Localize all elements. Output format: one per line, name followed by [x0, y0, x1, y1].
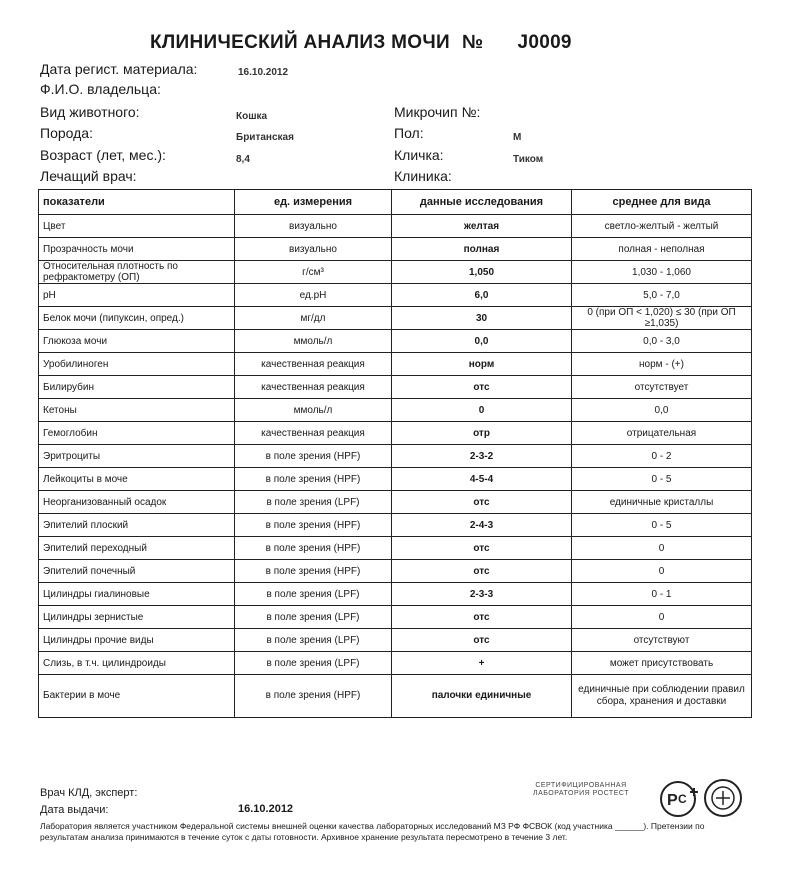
result-cell: 4-5-4	[392, 468, 572, 491]
unit-cell: в поле зрения (LPF)	[235, 491, 392, 514]
chip-label: Микрочип №:	[394, 104, 481, 120]
reference-cell: отрицательная	[572, 422, 752, 445]
table-header-row	[39, 190, 752, 215]
svg-text:C: C	[678, 792, 687, 806]
reference-cell: 0	[572, 606, 752, 629]
result-cell: 2-3-3	[392, 583, 572, 606]
reference-cell: 0 - 5	[572, 468, 752, 491]
table-row	[39, 560, 752, 583]
parameter-cell: Глюкоза мочи	[39, 330, 235, 353]
parameter-cell: Билирубин	[39, 376, 235, 399]
reg-date-value: 16.10.2012	[238, 67, 289, 78]
reference-cell: норм - (+)	[572, 353, 752, 376]
unit-cell: в поле зрения (HPF)	[235, 468, 392, 491]
doctor-label: Лечащий врач:	[40, 168, 137, 184]
table-row	[39, 583, 752, 606]
header-reference: среднее для вида	[572, 190, 752, 215]
clinic-label: Клиника:	[394, 168, 452, 184]
table-row	[39, 238, 752, 261]
nickname-value-wrap	[513, 149, 543, 165]
svg-text:P: P	[667, 792, 678, 809]
reg-date-label: Дата регист. материала:	[40, 61, 198, 77]
table-row	[39, 445, 752, 468]
table-row	[39, 629, 752, 652]
species-value: Кошка	[236, 111, 268, 122]
reg-date-value-wrap	[238, 62, 288, 78]
parameter-cell: pH	[39, 284, 235, 307]
result-cell: отс	[392, 560, 572, 583]
result-cell: 0	[392, 399, 572, 422]
parameter-cell: Бактерии в моче	[39, 675, 235, 718]
rst-logo-icon	[661, 782, 698, 816]
unit-cell: мг/дл	[235, 307, 392, 330]
parameter-cell: Эпителий почечный	[39, 560, 235, 583]
header-parameter: показатели	[39, 190, 235, 215]
unit-cell: в поле зрения (HPF)	[235, 675, 392, 718]
reference-cell: 0 - 2	[572, 445, 752, 468]
unit-cell: в поле зрения (LPF)	[235, 583, 392, 606]
header-result: данные исследования	[392, 190, 572, 215]
breed-value: Британская	[236, 132, 294, 143]
table-row	[39, 606, 752, 629]
parameter-cell: Относительная плотность по рефрактометру (ОП)	[39, 261, 235, 284]
reference-cell: 0	[572, 560, 752, 583]
table-row	[39, 376, 752, 399]
unit-cell: визуально	[235, 215, 392, 238]
certification-seals	[520, 774, 750, 820]
certification-text: СЕРТИФИЦИРОВАННАЯ ЛАБОРАТОРИЯ РОСТЕСТ	[533, 782, 629, 797]
number-sign: №	[461, 32, 484, 53]
age-value: 8,4	[236, 154, 250, 165]
reference-cell: может присутствовать	[572, 652, 752, 675]
table-row	[39, 353, 752, 376]
reg-date-row	[40, 61, 197, 77]
header-unit: ед. измерения	[235, 190, 392, 215]
unit-cell: ммоль/л	[235, 399, 392, 422]
reference-cell: светло-желтый - желтый	[572, 215, 752, 238]
results-table	[38, 189, 752, 718]
reference-cell: 1,030 - 1,060	[572, 261, 752, 284]
lab-disclaimer: Лаборатория является участником Федеральной системы внешней оценки качества лабораторных исследований МЗ РФ ФСВОК (код участника ______). Претензии по результатам анализа принимаются в течение суток с даты готовности. Архивное хранение результата пересмотрено в течение 3 лет.	[40, 821, 705, 842]
age-value-wrap	[236, 149, 250, 165]
result-cell: отс	[392, 629, 572, 652]
table-row	[39, 261, 752, 284]
nickname-value: Тиком	[513, 154, 544, 165]
table-row	[39, 215, 752, 238]
unit-cell: ммоль/л	[235, 330, 392, 353]
analysis-number: J0009	[517, 32, 572, 53]
parameter-cell: Цилиндры гиалиновые	[39, 583, 235, 606]
parameter-cell: Лейкоциты в моче	[39, 468, 235, 491]
result-cell: +	[392, 652, 572, 675]
result-cell: 1,050	[392, 261, 572, 284]
result-cell: 6,0	[392, 284, 572, 307]
sex-value-wrap	[513, 127, 521, 143]
result-cell: отс	[392, 537, 572, 560]
parameter-cell: Уробилиноген	[39, 353, 235, 376]
unit-cell: качественная реакция	[235, 422, 392, 445]
unit-cell: визуально	[235, 238, 392, 261]
unit-cell: в поле зрения (HPF)	[235, 537, 392, 560]
reference-cell: 0,0 - 3,0	[572, 330, 752, 353]
parameter-cell: Эритроциты	[39, 445, 235, 468]
table-row	[39, 675, 752, 718]
document-title	[150, 32, 572, 54]
table-row	[39, 330, 752, 353]
reference-cell: отсутствуют	[572, 629, 752, 652]
result-cell: полная	[392, 238, 572, 261]
issue-date-label: Дата выдачи:	[40, 804, 109, 816]
result-cell: 0,0	[392, 330, 572, 353]
table-row	[39, 422, 752, 445]
unit-cell: в поле зрения (LPF)	[235, 629, 392, 652]
table-row	[39, 514, 752, 537]
species-label: Вид животного:	[40, 104, 140, 120]
unit-cell: в поле зрения (LPF)	[235, 606, 392, 629]
reference-cell: отсутствует	[572, 376, 752, 399]
parameter-cell: Неорганизованный осадок	[39, 491, 235, 514]
parameter-cell: Эпителий плоский	[39, 514, 235, 537]
age-label: Возраст (лет, мес.):	[40, 147, 166, 163]
table-row	[39, 468, 752, 491]
parameter-cell: Белок мочи (пипуксин, опред.)	[39, 307, 235, 330]
seal-graphics	[520, 774, 750, 820]
reference-cell: 0 (при ОП < 1,020) ≤ 30 (при ОП ≥1,035)	[572, 307, 752, 330]
breed-value-wrap	[236, 127, 294, 143]
parameter-cell: Прозрачность мочи	[39, 238, 235, 261]
result-cell: 2-4-3	[392, 514, 572, 537]
sex-value: М	[513, 132, 522, 143]
title-text: КЛИНИЧЕСКИЙ АНАЛИЗ МОЧИ	[150, 32, 450, 53]
expert-label: Врач КЛД, эксперт:	[40, 787, 138, 799]
table-row	[39, 537, 752, 560]
sex-label: Пол:	[394, 125, 424, 141]
breed-label: Порода:	[40, 125, 93, 141]
result-cell: отр	[392, 422, 572, 445]
parameter-cell: Цилиндры прочие виды	[39, 629, 235, 652]
unit-cell: в поле зрения (HPF)	[235, 560, 392, 583]
reference-cell: 0 - 1	[572, 583, 752, 606]
table-row	[39, 652, 752, 675]
reference-cell: 0	[572, 537, 752, 560]
parameter-cell: Цвет	[39, 215, 235, 238]
nickname-label: Кличка:	[394, 147, 444, 163]
reference-cell: полная - неполная	[572, 238, 752, 261]
parameter-cell: Эпителий переходный	[39, 537, 235, 560]
parameter-cell: Кетоны	[39, 399, 235, 422]
issue-date-value: 16.10.2012	[238, 803, 294, 815]
unit-cell: в поле зрения (HPF)	[235, 514, 392, 537]
unit-cell: г/см³	[235, 261, 392, 284]
result-cell: отс	[392, 491, 572, 514]
unit-cell: в поле зрения (HPF)	[235, 445, 392, 468]
unit-cell: ед.pH	[235, 284, 392, 307]
owner-label: Ф.И.О. владельца:	[40, 81, 161, 97]
table-row	[39, 399, 752, 422]
stamp-icon	[705, 780, 741, 816]
result-cell: 30	[392, 307, 572, 330]
table-row	[39, 307, 752, 330]
result-cell: отс	[392, 606, 572, 629]
parameter-cell: Цилиндры зернистые	[39, 606, 235, 629]
result-cell: желтая	[392, 215, 572, 238]
species-value-wrap	[236, 106, 267, 122]
reference-cell: 0 - 5	[572, 514, 752, 537]
unit-cell: качественная реакция	[235, 376, 392, 399]
result-cell: отс	[392, 376, 572, 399]
result-cell: 2-3-2	[392, 445, 572, 468]
table-row	[39, 284, 752, 307]
result-cell: палочки единичные	[392, 675, 572, 718]
unit-cell: качественная реакция	[235, 353, 392, 376]
reference-cell: единичные кристаллы	[572, 491, 752, 514]
reference-cell: 0,0	[572, 399, 752, 422]
reference-cell: единичные при соблюдении правил сбора, хранения и доставки	[572, 675, 752, 718]
parameter-cell: Гемоглобин	[39, 422, 235, 445]
parameter-cell: Слизь, в т.ч. цилиндроиды	[39, 652, 235, 675]
table-row	[39, 491, 752, 514]
reference-cell: 5,0 - 7,0	[572, 284, 752, 307]
unit-cell: в поле зрения (LPF)	[235, 652, 392, 675]
result-cell: норм	[392, 353, 572, 376]
